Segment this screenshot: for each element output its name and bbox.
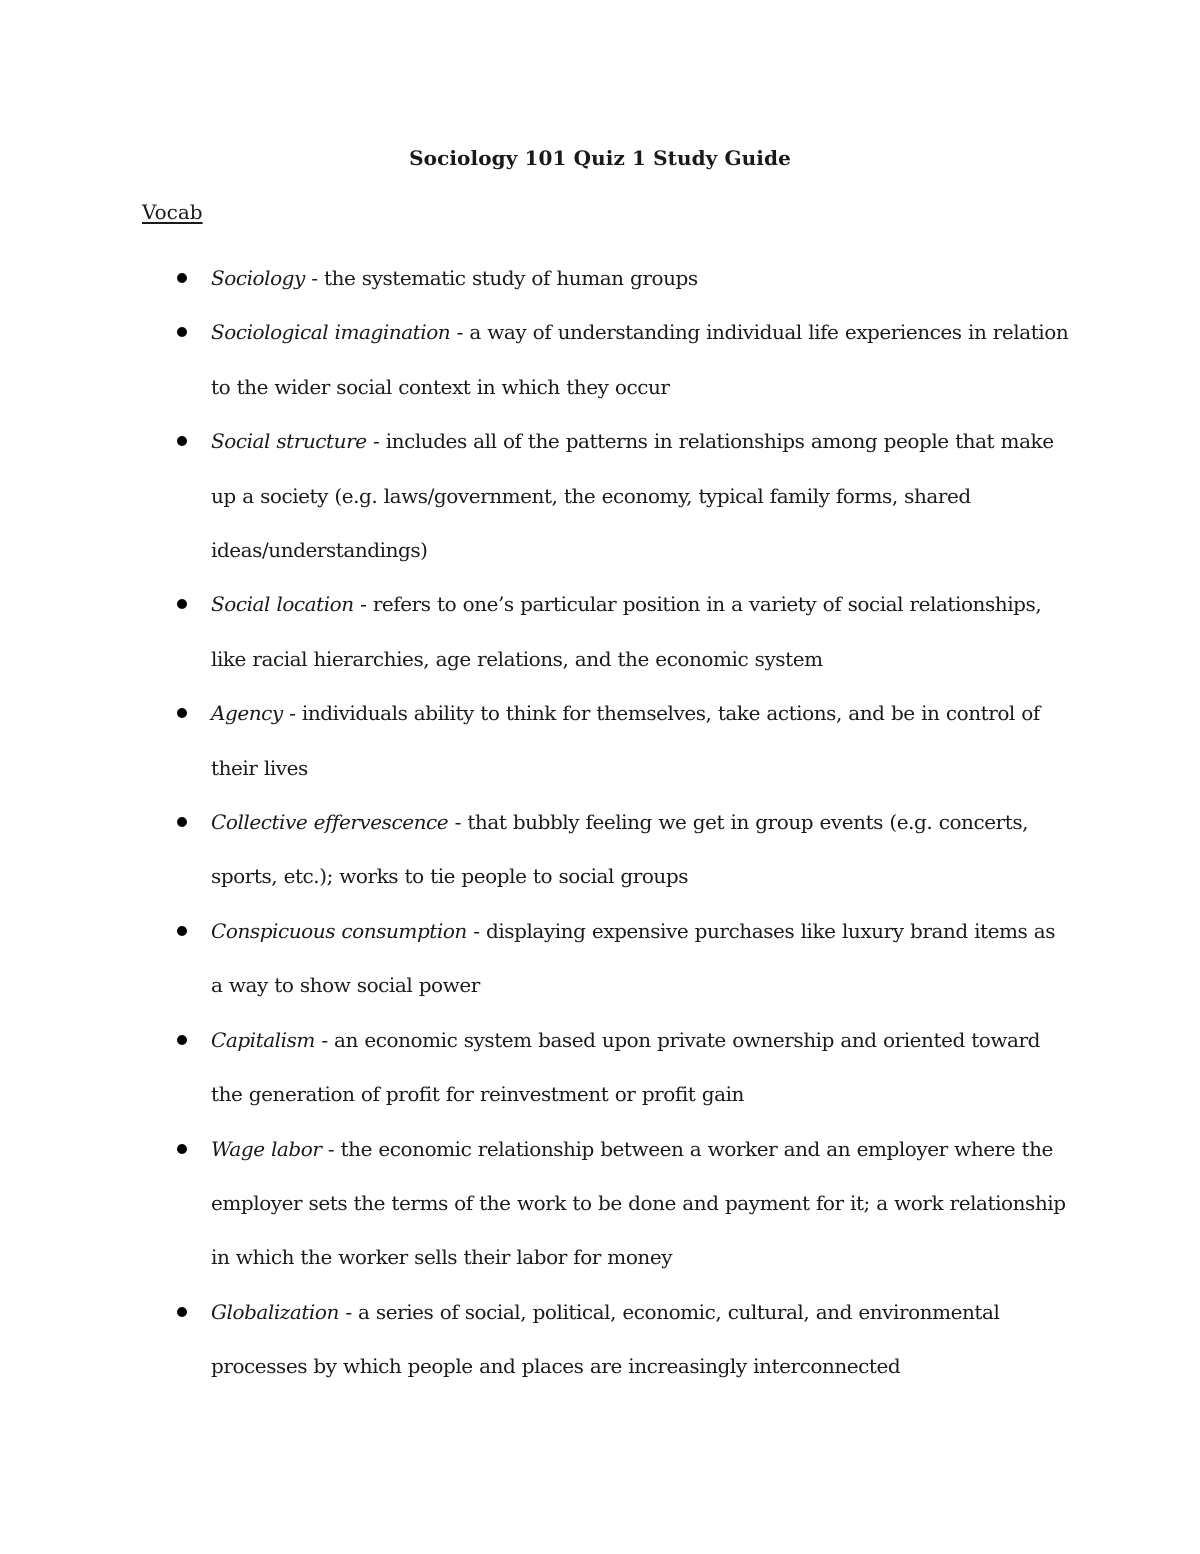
bullet-icon [177,1035,187,1045]
vocab-item [0,795,1200,904]
vocab-term: Globalization [211,1299,339,1324]
vocab-definition: the economic relationship between a worker and an employer where the employer sets the terms of the work to be done and payment for it; a work relationship in which the worker sells their labor for money [211,1136,1066,1270]
term-separator: - [366,429,386,454]
term-separator: - [466,918,486,943]
vocab-item [0,251,1200,305]
vocab-item [0,305,1200,414]
bullet-icon [177,273,187,283]
vocab-term: Sociology [211,266,305,290]
vocab-term: Sociological imagination [211,320,451,345]
vocab-definition: an economic system based upon private ownership and oriented toward the generation of profit for reinvestment or profit gain [211,1027,1040,1107]
bullet-icon [177,327,187,337]
vocab-definition: includes all of the patterns in relationships among people that make up a society (e.g. laws/government, the economy, typical family forms, shared ideas/understandings) [211,429,1054,563]
vocab-term: Collective effervescence [211,810,449,835]
vocab-definition: refers to one’s particular position in a variety of social relationships, like racial hierarchies, age relations, and the economic system [211,592,1042,671]
bullet-icon [177,926,187,936]
vocab-list [0,251,1200,1394]
vocab-item [0,577,1200,686]
vocab-term: Conspicuous consumption [211,918,467,943]
term-separator: - [353,592,373,617]
bullet-icon [177,817,187,827]
bullet-icon [177,436,187,446]
vocab-item [0,904,1200,1013]
bullet-icon [177,599,187,609]
term-separator: - [304,266,324,290]
term-separator: - [321,1136,341,1161]
term-separator: - [338,1299,359,1324]
vocab-term: Capitalism [211,1027,315,1052]
vocab-item [0,414,1200,577]
vocab-item [0,1285,1200,1394]
vocab-term: Agency [211,701,283,726]
vocab-definition: individuals ability to think for themselves, take actions, and be in control of their lives [211,701,1040,780]
vocab-item [0,1122,1200,1285]
bullet-icon [177,1144,187,1154]
page-title: Sociology 101 Quiz 1 Study Guide [409,146,791,170]
vocab-definition: the systematic study of human groups [324,266,698,290]
vocab-definition: that bubbly feeling we get in group events (e.g. concerts, sports, etc.); works to tie people to social groups [211,810,1029,889]
term-separator: - [282,701,302,726]
vocab-term: Wage labor [211,1136,322,1161]
vocab-term: Social structure [211,429,367,454]
term-separator: - [448,810,468,835]
term-separator: - [450,320,470,345]
vocab-item [0,1013,1200,1122]
vocab-term: Social location [211,592,354,617]
bullet-icon [177,708,187,718]
term-separator: - [314,1027,335,1052]
vocab-definition: a series of social, political, economic, cultural, and environmental processes by which people and places are increasingly interconnected [211,1299,1000,1379]
section-heading-vocab: Vocab [142,200,203,224]
vocab-definition: a way of understanding individual life experiences in relation to the wider social context in which they occur [211,320,1069,399]
vocab-definition: displaying expensive purchases like luxury brand items as a way to show social power [211,918,1056,998]
bullet-icon [177,1307,187,1317]
vocab-item [0,686,1200,795]
